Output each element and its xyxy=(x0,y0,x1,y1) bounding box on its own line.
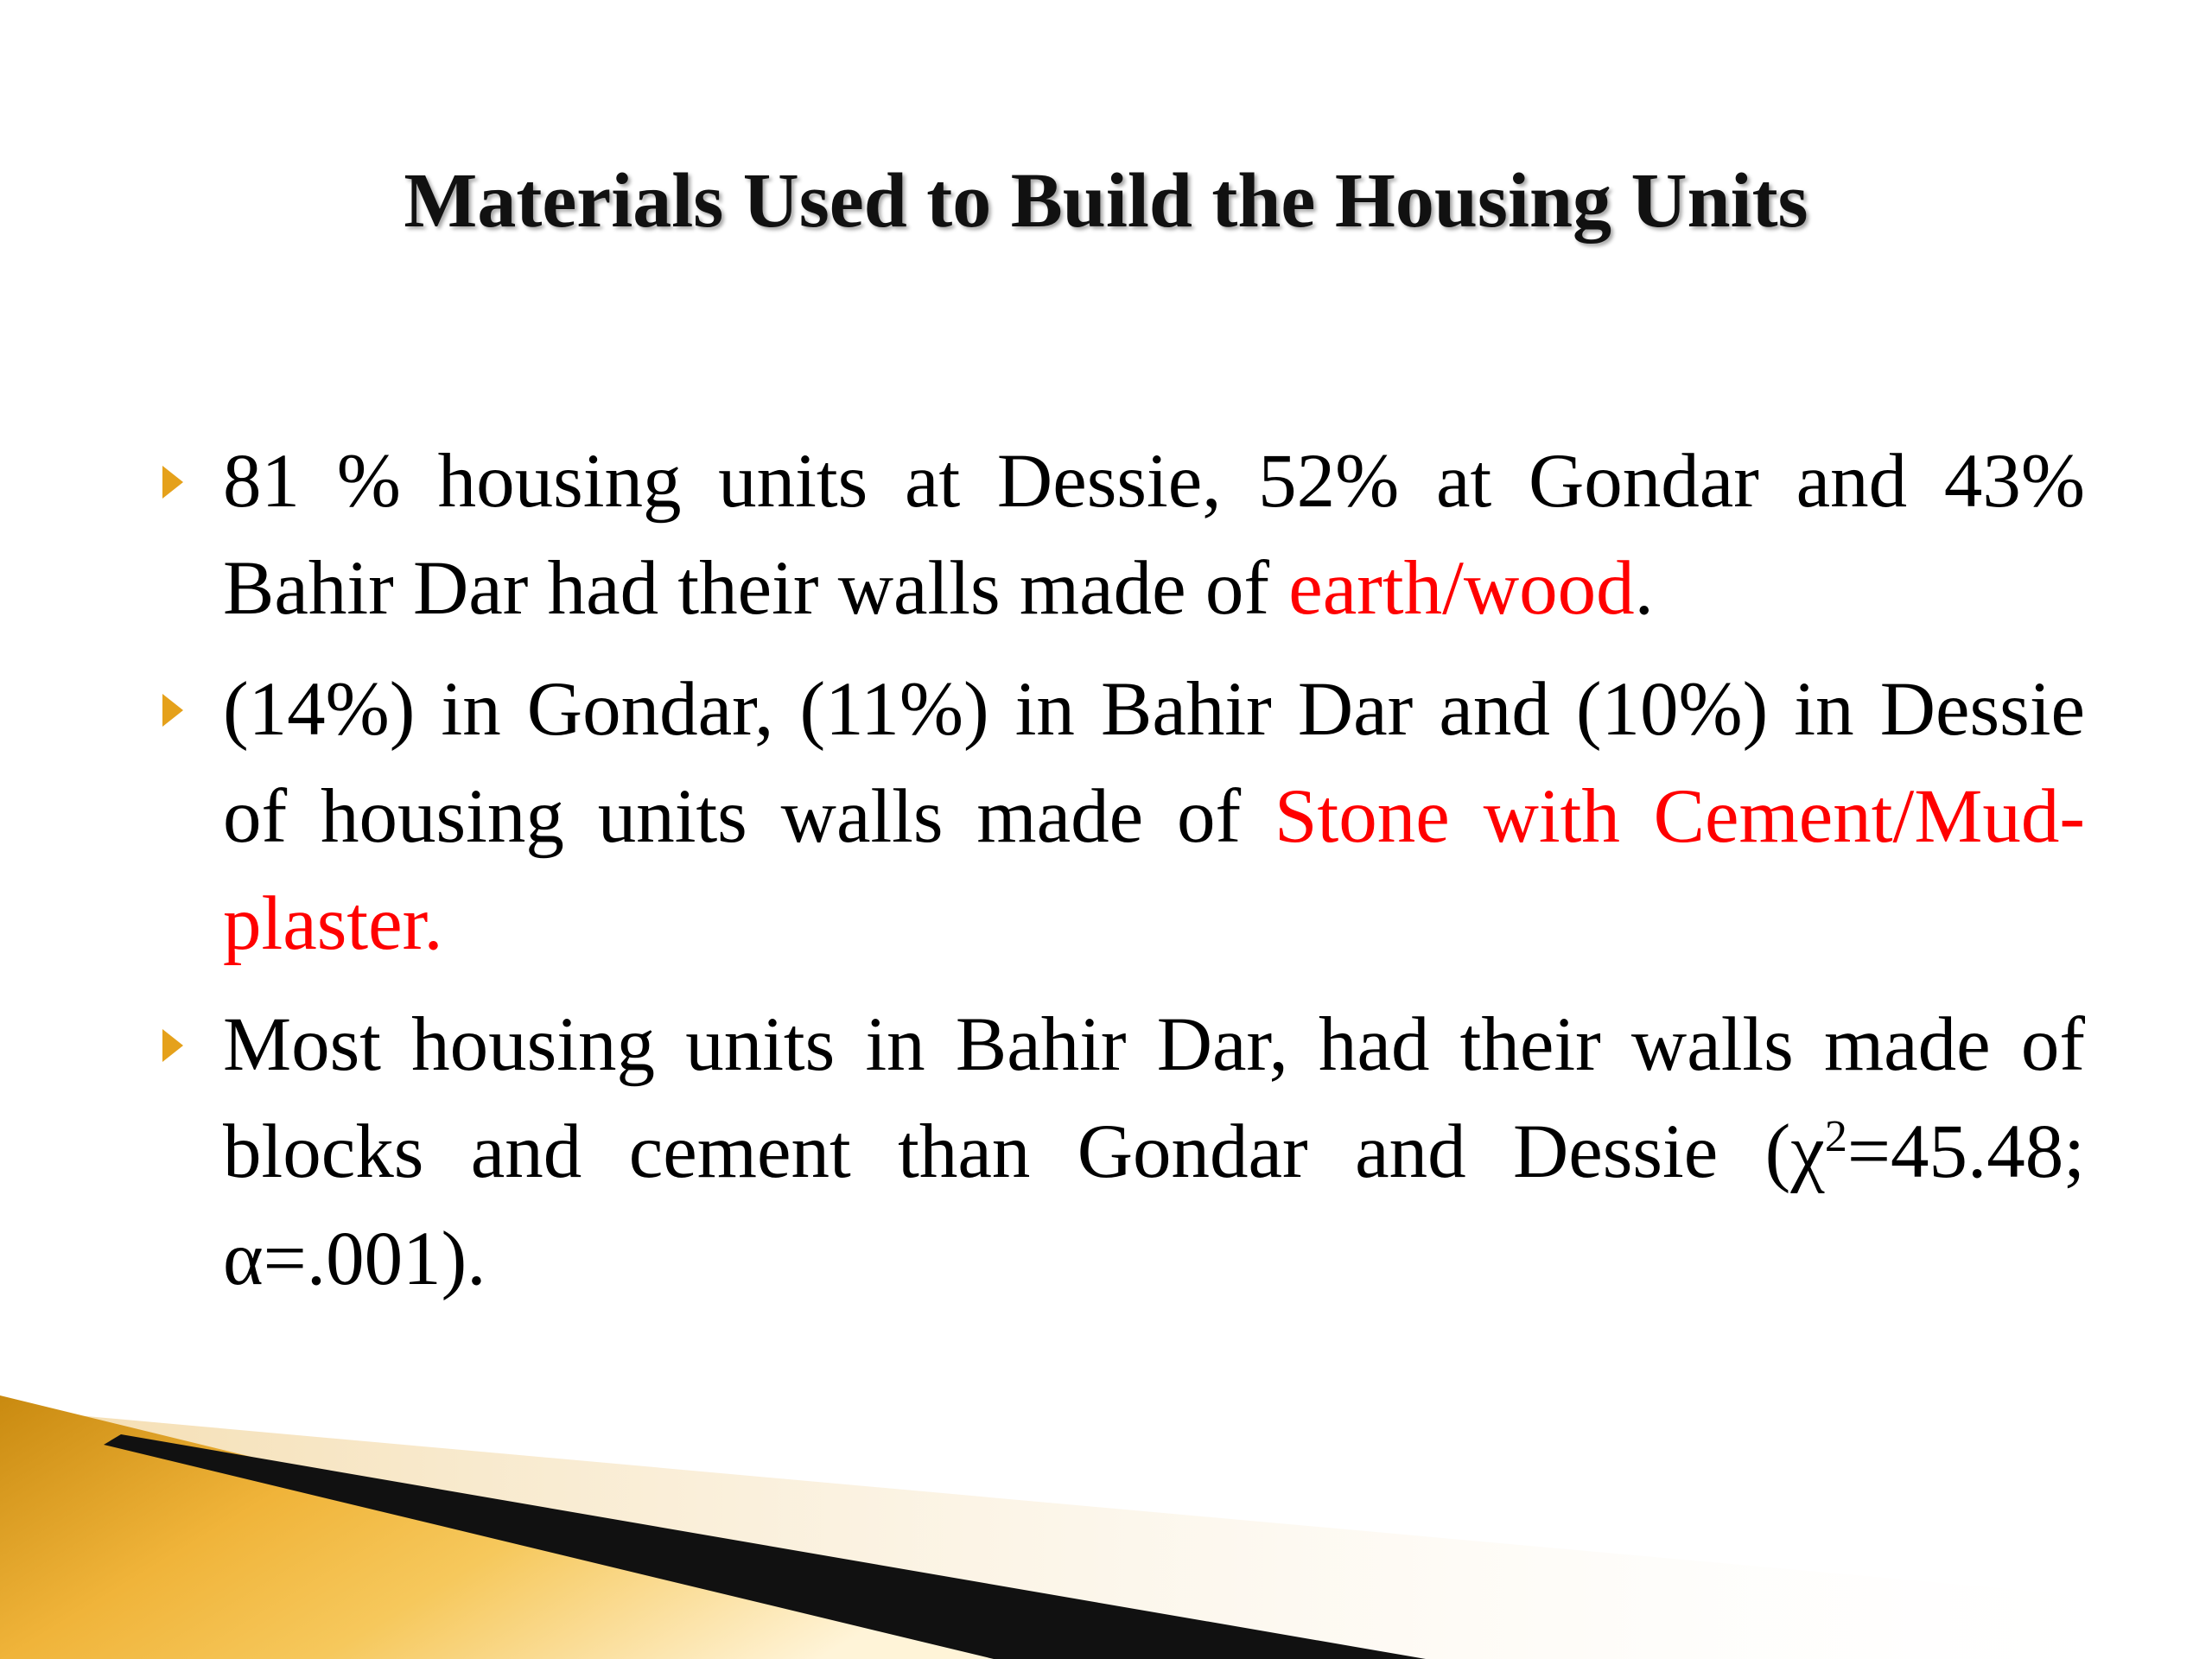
slide-title: Materials Used to Build the Housing Units xyxy=(404,158,1808,244)
bullet-text: Most housing units in Bahir Dar, had their walls made of blocks and cement than Gondar and Dessie (χ xyxy=(223,1002,2085,1194)
bullet-text: 81 % housing units at Dessie, 52% at Gondar and 43% Bahir Dar had their walls made of xyxy=(223,439,2085,631)
superscript: 2 xyxy=(1824,1112,1847,1161)
bullet-text: (14%) in Gondar, (11%) in Bahir Dar and (10%) in Dessie of housing units walls made of xyxy=(223,667,2085,859)
bullet-text-end: =45.48; α=.001). xyxy=(223,1109,2085,1301)
bullet-text-end: . xyxy=(1634,546,1654,631)
bullet-highlight: Stone with Cement/Mud-plaster. xyxy=(223,774,2085,966)
bullet-highlight: earth/wood xyxy=(1288,546,1635,631)
